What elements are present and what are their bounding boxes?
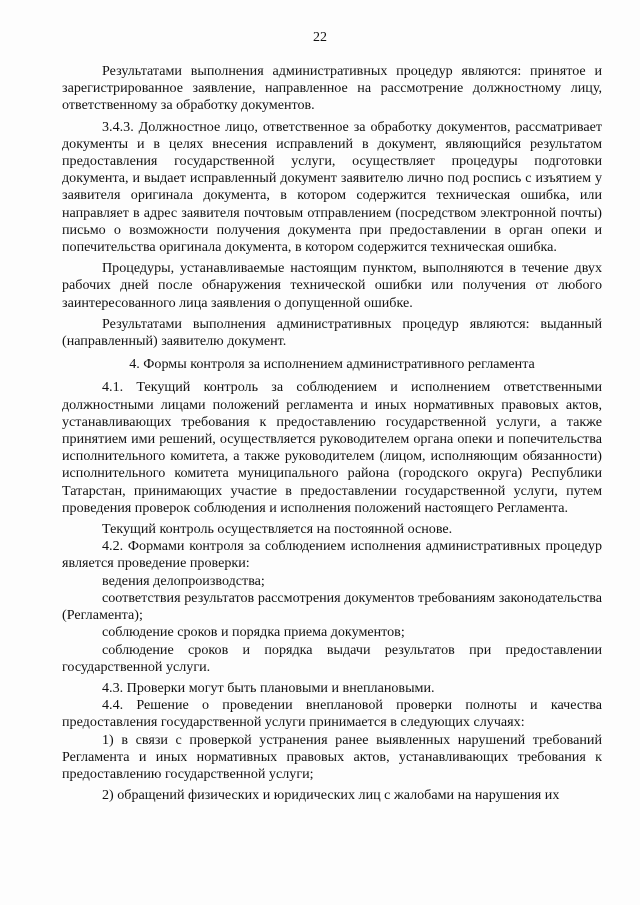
list-item-issuance-terms: соблюдение сроков и порядка выдачи результатов при предоставлении государственной услуги. xyxy=(62,641,602,675)
document-body xyxy=(62,63,602,804)
list-item-acceptance-terms: соблюдение сроков и порядка приема документов; xyxy=(102,624,405,641)
list-item-compliance: соответствия результатов рассмотрения документов требованиям законодательства (Регламента); xyxy=(62,589,602,624)
list-item-case-2: 2) обращений физических и юридических лиц с жалобами на нарушения их xyxy=(102,787,560,804)
paragraph-results-issued: Результатами выполнения административных процедур являются: выданный (направленный) заявителю документ. xyxy=(62,315,602,350)
paragraph-ongoing-control: Текущий контроль осуществляется на постоянной основе. xyxy=(102,521,453,538)
paragraph-procedure-deadline: Процедуры, устанавливаемые настоящим пунктом, выполняются в течение двух рабочих дней после обнаружения технической ошибки или получения от любого заинтересованного лица заявления о допущенной ошибке. xyxy=(62,260,602,311)
paragraph-4-2: 4.2. Формами контроля за соблюдением исполнения административных процедур является проведение проверки: xyxy=(62,538,602,572)
paragraph-3-4-3: 3.4.3. Должностное лицо, ответственное за обработку документов, рассматривает документы и в целях внесения исправлений в документ, являющийся результатом предоставления государственной услуги, осуществляет процедуры подготовки документа, и выдает исправленный документ заявителю лично под роспись с изъятием у заявителя оригинала документа, в котором содержится техническая ошибка, или направляет в адрес заявителя почтовым отправлением (посредством электронной почты) письмо о возможности получения документа при предоставлении в орган опеки и попечительства оригинала документа, в котором содержится техническая ошибка. xyxy=(62,118,602,256)
paragraph-results-registration: Результатами выполнения административных процедур являются: принятое и зарегистрированное заявление, направленное на рассмотрение должностному лицу, ответственному за обработку документов. xyxy=(62,63,602,114)
list-item-recordkeeping: ведения делопроизводства; xyxy=(102,572,265,589)
list-item-case-1: 1) в связи с проверкой устранения ранее выявленных нарушений требований Регламента и иных нормативных правовых актов, устанавливающих требования к предоставлению государственной услуги; xyxy=(62,731,602,782)
paragraph-4-4: 4.4. Решение о проведении внеплановой проверки полноты и качества предоставления государственной услуги принимается в следующих случаях: xyxy=(62,697,602,731)
section-heading-4: 4. Формы контроля за исполнением административного регламента xyxy=(129,356,535,373)
paragraph-4-3: 4.3. Проверки могут быть плановыми и внеплановыми. xyxy=(102,679,435,696)
paragraph-4-1: 4.1. Текущий контроль за соблюдением и исполнением ответственными должностными лицами положений регламента и иных нормативных правовых актов, устанавливающих требования к предоставлению государственной услуги, а также принятием ими решений, осуществляется руководителем органа опеки и попечительства исполнительного комитета, а также руководителем (лицом, исполняющим обязанности) исполнительного комитета муниципального района (городского округа) Республики Татарстан, принимающих участие в предоставлении государственной услуги, путем проведения проверок соблюдения и исполнения положений настоящего Регламента. xyxy=(62,379,602,516)
page-number: 22 xyxy=(313,30,327,45)
